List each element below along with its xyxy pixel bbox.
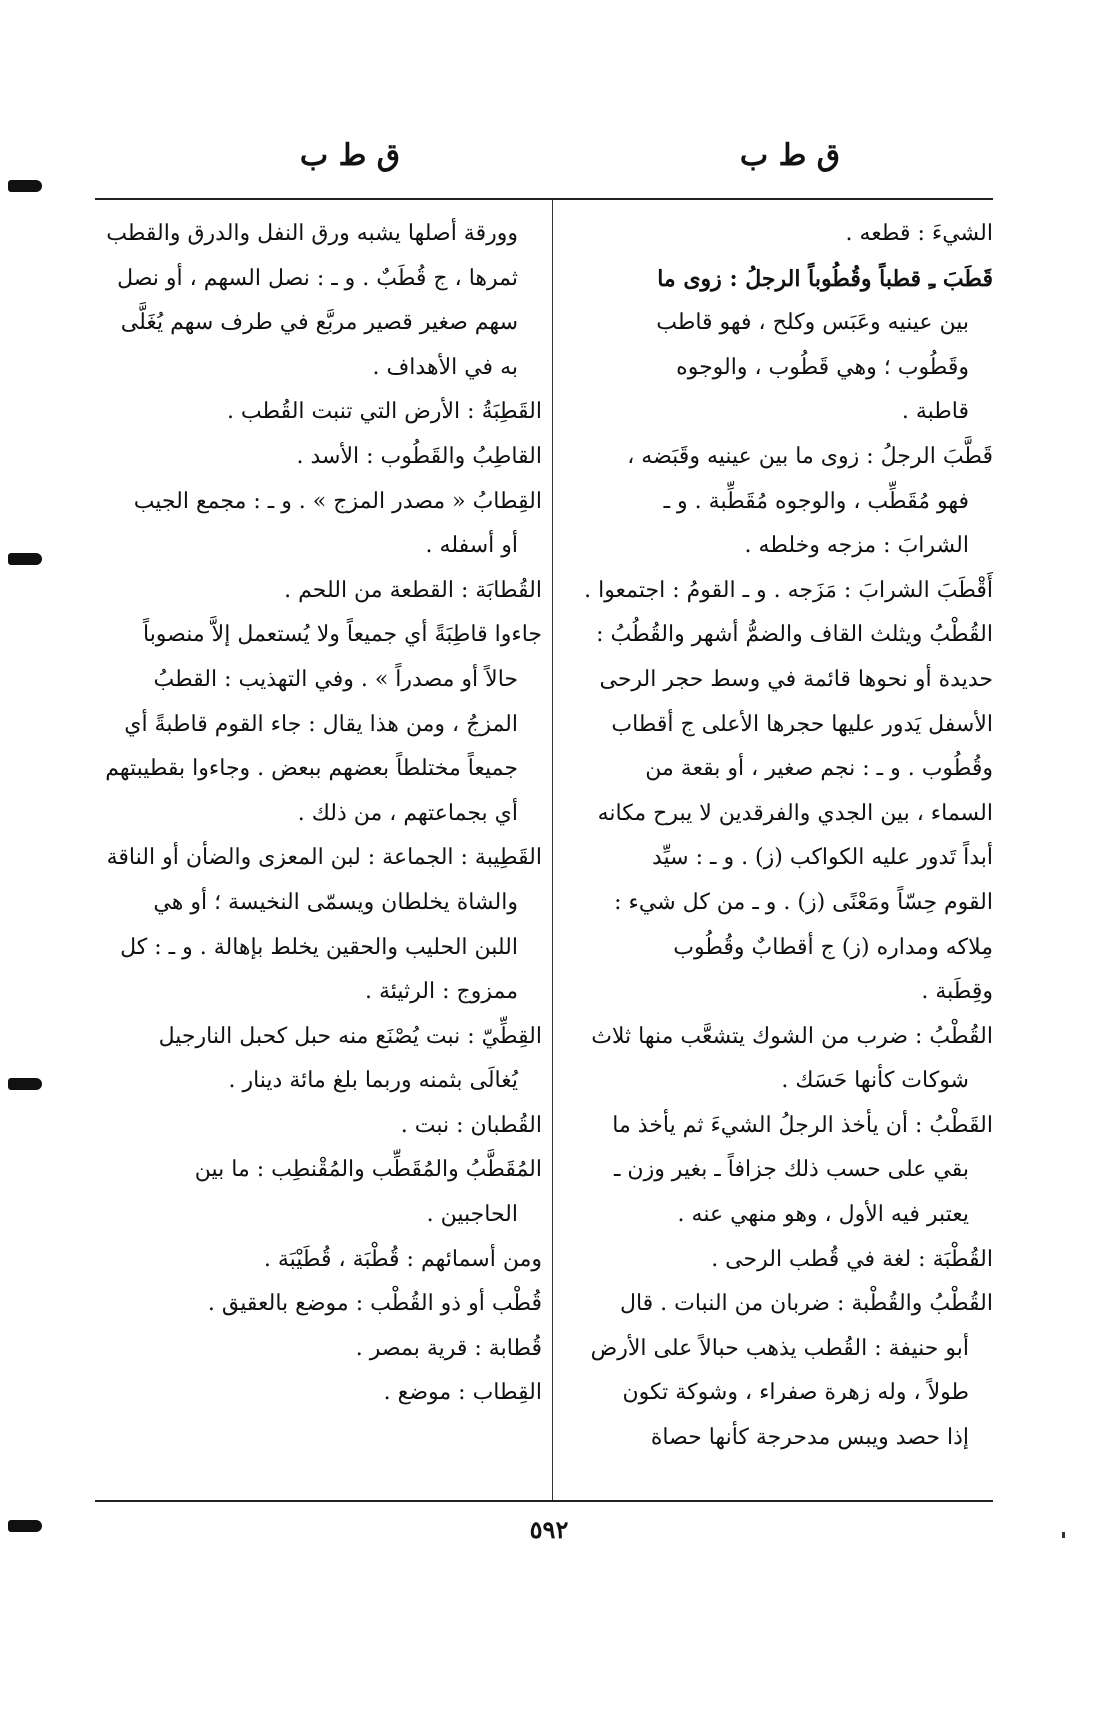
text-line: يعتبر فيه الأول ، وهو منهي عنه .: [677, 1202, 969, 1228]
entry-headword-line: قُطْب أو ذو القُطْب : موضع بالعقيق .: [207, 1291, 542, 1317]
text-line: قاطبة .: [901, 399, 969, 425]
entry-headword-line: القاطِبُ والقَطُوب : الأسد .: [296, 443, 542, 469]
text-line: حالاً أو مصدراً » . وفي التهذيب : القطبُ: [153, 666, 518, 692]
margin-mark: [8, 553, 42, 565]
page-header-right: ق ط ب: [739, 138, 841, 173]
text-line: الشيءَ : قطعه .: [845, 221, 993, 246]
text-line: اللبن الحليب والحقين يخلط بإهالة . و ـ : كل: [120, 934, 518, 960]
page-header-left: ق ط ب: [299, 138, 401, 173]
entry-headword-line: القَطْبُ : أن يأخذ الرجلُ الشيءَ ثم يأخذ ما: [612, 1112, 993, 1138]
text-line: يُغالَى بثمنه وربما بلغ مائة دينار .: [228, 1068, 518, 1094]
text-line: الحاجبين .: [426, 1202, 518, 1228]
text-line: جميعاً مختلطاً بعضهم ببعض . وجاءوا بقطيبتهم: [105, 756, 518, 782]
entry-headword-line: قَطَبَ ـِ قطباً وقُطُوباً الرجلُ : زوى ما: [657, 265, 993, 292]
text-line: طولاً ، وله زهرة صفراء ، وشوكة تكون: [622, 1380, 969, 1406]
text-line: السماء ، بين الجدي والفرقدين لا يبرح مكانه: [597, 800, 993, 826]
text-line: وقِطَبة .: [921, 979, 993, 1005]
margin-mark: [8, 180, 42, 192]
text-line: وورقة أصلها يشبه ورق النفل والدرق والقطب: [106, 221, 518, 246]
entry-headword-line: القُطْبُ والقُطْبة : ضربان من النبات . قال: [619, 1291, 993, 1317]
entry-headword-line: القِطاب : موضع .: [383, 1380, 542, 1406]
text-line: أي بجماعتهم ، من ذلك .: [297, 800, 518, 826]
entry-headword-line: القُطبان : نبت .: [400, 1112, 542, 1138]
text-line: أو أسفله .: [425, 533, 518, 559]
header-rule: [95, 198, 993, 200]
text-line: فهو مُقَطِّب ، والوجوه مُقَطِّبة . و ـ: [663, 488, 969, 514]
text-line: إذا حصد ويبس مدحرجة كأنها حصاة: [650, 1425, 969, 1451]
entry-headword-line: المُقَطَّبُ والمُقَطِّب والمُقْنطِب : ما بين: [194, 1157, 542, 1183]
text-line: أبداً تَدور عليه الكواكب (ز) . و ـ : سيِّد: [652, 845, 993, 871]
column-divider: [552, 200, 553, 1500]
text-line: ثمرها ، ج قُطَبٌ . و ـ : نصل السهم ، أو نصل: [117, 265, 518, 291]
text-line: بقي على حسب ذلك جزافاً ـ بغير وزن ـ: [613, 1157, 969, 1183]
text-line: حديدة أو نحوها قائمة في وسط حجر الرحى: [599, 666, 993, 692]
text-line: الأسفل يَدور عليها حجرها الأعلى ج أقطاب: [611, 711, 993, 737]
entry-headword-line: القِطابُ « مصدر المزج » . و ـ : مجمع الجيب: [133, 488, 542, 514]
text-line: والشاة يخلطان ويسمّى النخيسة ؛ أو هي: [153, 889, 518, 915]
footer-rule: [95, 1500, 993, 1502]
margin-mark: [8, 1520, 42, 1532]
page-number: ٥٩٢: [529, 1515, 569, 1544]
entry-headword-line: القُطابَة : القطعة من اللحم .: [284, 577, 542, 603]
text-line: سهم صغير قصير مربَّع في طرف سهم يُغَلَّى: [120, 310, 518, 336]
text-line: الشرابَ : مزجه وخلطه .: [744, 533, 969, 559]
entry-headword-line: أَقْطَبَ الشرابَ : مَزَجه . و ـ القومُ : اجتمعوا .: [584, 577, 993, 603]
entry-headword-line: قُطابة : قرية بمصر .: [355, 1335, 542, 1361]
text-line: جاءوا قاطِبَةً أي جميعاً ولا يُستعمل إلاَّ منصوباً: [142, 622, 542, 648]
entry-headword-line: القُطْبُ ويثلث القاف والضمُّ أشهر والقُطُبُ :: [596, 622, 993, 648]
entry-headword-line: القُطْبُ : ضرب من الشوك يتشعَّب منها ثلاث: [591, 1023, 993, 1049]
text-line: أبو حنيفة : القُطب يذهب حبالاً على الأرض: [590, 1335, 969, 1361]
text-line: وقُطُوب . و ـ : نجم صغير ، أو بقعة من: [645, 756, 993, 782]
text-line: بين عينيه وعَبَس وكلح ، فهو قاطب: [656, 310, 969, 336]
text-line: به في الأهداف .: [372, 354, 518, 380]
right-column: [565, 212, 993, 1461]
left-column: [95, 212, 542, 1416]
entry-headword-line: ومن أسمائهم : قُطْبَة ، قُطَيْبَة .: [263, 1246, 542, 1272]
text-line: وقَطُوب ؛ وهي قَطُوب ، والوجوه: [676, 354, 969, 380]
text-line: المزجُ ، ومن هذا يقال : جاء القوم قاطبةً أي: [124, 711, 518, 737]
entry-headword-line: قَطَّبَ الرجلُ : زوى ما بين عينيه وقَبَضه ،: [627, 443, 993, 469]
entry-headword-line: القَطِبَةُ : الأرض التي تنبت القُطب .: [226, 399, 542, 425]
text-line: ممزوج : الرثيئة .: [364, 979, 518, 1005]
entry-headword-line: القِطِّيّ : نبت يُصْنَع منه حبل كحبل النارجيل: [158, 1023, 542, 1049]
text-line: شوكات كأنها حَسَك .: [781, 1068, 969, 1094]
text-line: القوم حِسّاً ومَعْنًى (ز) . و ـ من كل شيء :: [614, 889, 993, 915]
text-line: مِلاكه ومداره (ز) ج أقطابٌ وقُطُوب: [673, 934, 993, 960]
entry-headword-line: القُطْبَة : لغة في قُطب الرحى .: [711, 1246, 993, 1272]
entry-headword-line: القَطِيبة : الجماعة : لبن المعزى والضأن أو الناقة: [106, 845, 542, 871]
margin-mark: [8, 1078, 42, 1090]
scan-mark: [1062, 1532, 1065, 1538]
